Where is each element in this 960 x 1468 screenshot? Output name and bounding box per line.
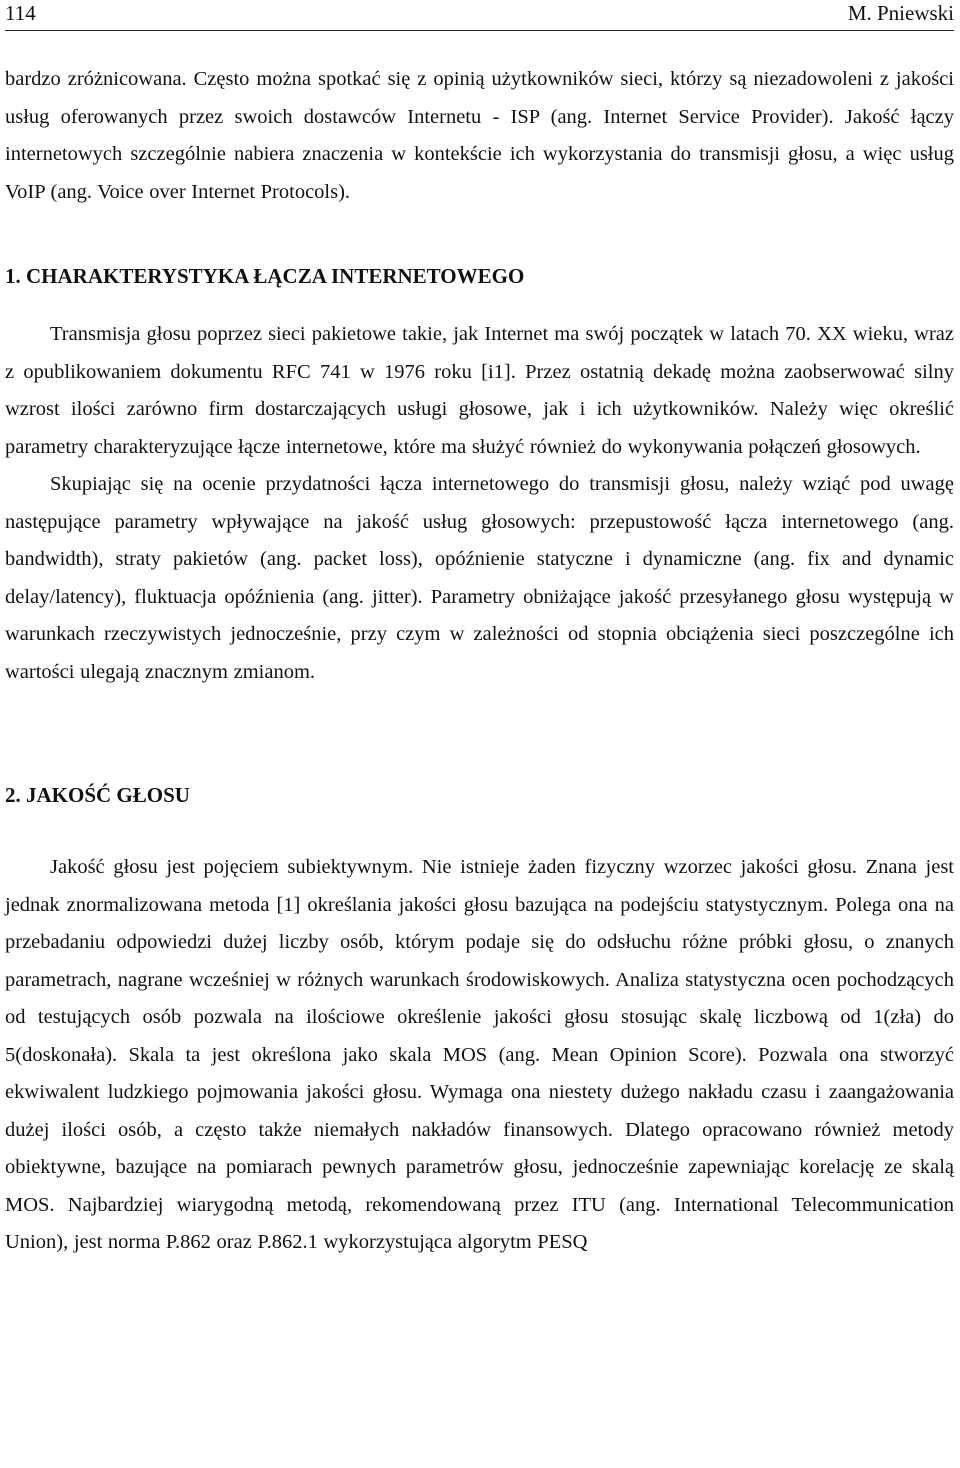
section-2-paragraph-1: Jakość głosu jest pojęciem subiektywnym. Nie istnieje żaden fizyczny wzorzec jakości głosu. Znana jest jednak znormalizowana metoda [1] określania jakości głosu bazująca na podejściu statystycznym. Polega ona na przebadaniu odpowiedzi dużej liczby osób, którym podaje się do odsłuchu różne próbki głosu, o znanych parametrach, nagrane wcześniej w różnych warunkach środowiskowych. Analiza statystyczna ocen pochodzących od testujących osób pozwala na ilościowe określenie jakości głosu stosując skalę liczbową od 1(zła) do 5(doskonała). Skala ta jest określona jako skala MOS (ang. Mean Opinion Score). Pozwala ona stworzyć ekwiwalent ludzkiego pojmowania jakości głosu. Wymaga ona niestety dużego nakładu czasu i zaangażowania dużej ilości osób, a często także niemałych nakładów finansowych. Dlatego opracowano również metody obiektywne, bazujące na pomiarach pewnych parametrów głosu, jednocześnie zapewniając korelację ze skalą MOS. Najbardziej wiarygodną metodą, rekomendowaną przez ITU (ang. International Telecommunication Union), jest norma P.862 oraz P.862.1 wykorzystująca algorytm PESQ: [5, 856, 954, 1253]
running-header: [5, 0, 954, 31]
running-author: M. Pniewski: [847, 1, 954, 25]
section-1-paragraph-2: Skupiając się na ocenie przydatności łącza internetowego do transmisji głosu, należy wziąć pod uwagę następujące parametry wpływające na jakość usług głosowych: przepustowość łącza internetowego (ang. bandwidth), straty pakietów (ang. packet loss), opóźnienie statyczne i dynamiczne (ang. fix and dynamic delay/latency), fluktuacja opóźnienia (ang. jitter). Parametry obniżające jakość przesyłanego głosu występują w warunkach rzeczywistych jednocześnie, przy czym w zależności od stopnia obciążenia sieci poszczególne ich wartości ulegają znacznym zmianom.: [5, 473, 954, 683]
section-1-paragraph-1: Transmisja głosu poprzez sieci pakietowe takie, jak Internet ma swój początek w latach 70. XX wieku, wraz z opublikowaniem dokumentu RFC 741 w 1976 roku [i1]. Przez ostatnią dekadę można zaobserwować silny wzrost ilości zarówno firm dostarczających usługi głosowe, jak i ich użytkowników. Należy więc określić parametry charakteryzujące łącze internetowe, które ma służyć również do wykonywania połączeń głosowych.: [5, 323, 954, 458]
section-1-heading: 1. CHARAKTERYSTYKA ŁĄCZA INTERNETOWEGO: [5, 264, 525, 288]
section-2-heading: 2. JAKOŚĆ GŁOSU: [5, 783, 190, 807]
page-number: 114: [5, 1, 36, 25]
paragraph-intro: bardzo zróżnicowana. Często można spotkać się z opinią użytkowników sieci, którzy są niezadowoleni z jakości usług oferowanych przez swoich dostawców Internetu - ISP (ang. Internet Service Provider). Jakość łączy internetowych szczególnie nabiera znaczenia w kontekście ich wykorzystania do transmisji głosu, a więc usług VoIP (ang. Voice over Internet Protocols).: [5, 68, 954, 203]
